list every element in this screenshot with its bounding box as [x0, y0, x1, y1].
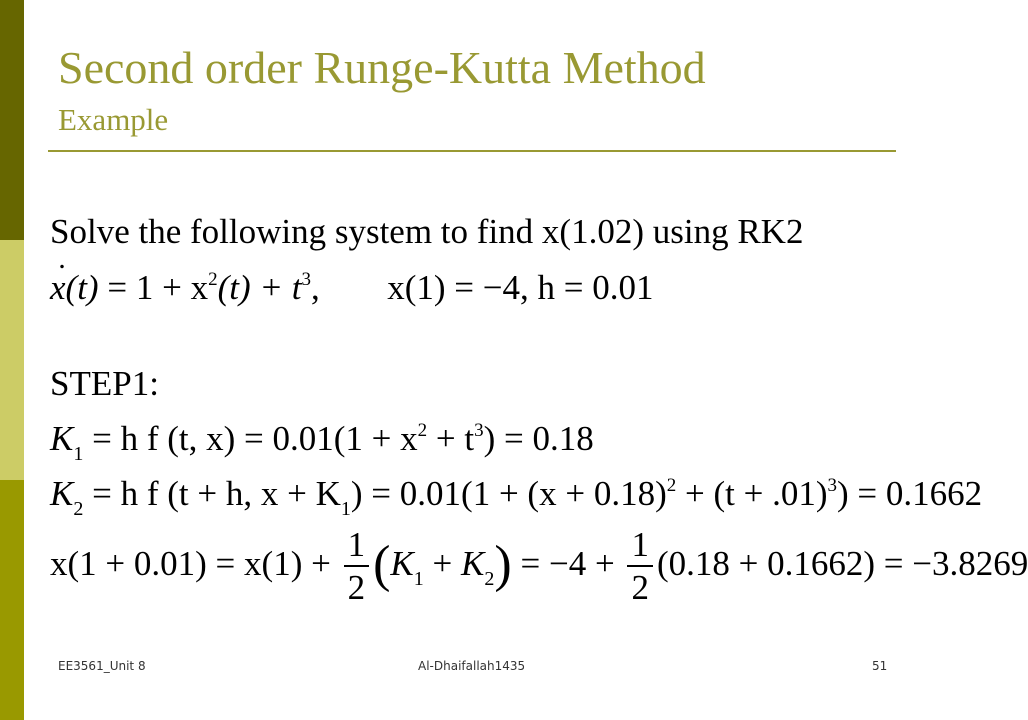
footer-course: EE3561_Unit 8 — [58, 659, 146, 673]
k2-equation: $K_2 = h$ f (t + h, $x + K_1) = 0.01(1 + (x + 0.18)^2 + (t + .01)^3) = 0.1662$ — [50, 474, 983, 520]
footer-page-number: 51 — [872, 659, 888, 673]
side-bar-middle — [0, 240, 24, 480]
initial-condition: x(1) = −4, h = 0.01 — [387, 268, 654, 307]
problem-statement — [50, 212, 803, 252]
intro-text: Solve the following system to find x(1.02) using RK2 — [50, 212, 804, 251]
k1-equation: $K_1 = h$ f (t, $x) = 0.01(1 + x^2 + t^3) = 0.18$ — [50, 419, 594, 465]
step-label: STEP1: — [50, 364, 159, 403]
side-bar-bottom — [0, 480, 24, 720]
slide-subtitle: Example — [58, 102, 169, 137]
slide-title: Second order Runge-Kutta Method — [58, 42, 706, 93]
footer-author: Al-Dhaifallah1435 — [418, 659, 526, 673]
ode-equation: . $x(t) = 1 + x^2(t) + t^3$, x(1) = −4, h = 0.01 — [50, 268, 654, 308]
half-fraction-2: $\frac{1}{2}$ — [627, 525, 653, 609]
x-update-equation: x(1 + 0.01) = x(1) + $\frac{1}{2}$ $(K_1 + K_2) = -4$ + $\frac{1}{2}$ (0.18 + 0.1662) = −3.8269 — [50, 525, 1028, 607]
half-fraction: $\frac{1}{2}$ — [344, 525, 370, 609]
side-bar-top — [0, 0, 24, 240]
title-divider — [48, 150, 896, 152]
